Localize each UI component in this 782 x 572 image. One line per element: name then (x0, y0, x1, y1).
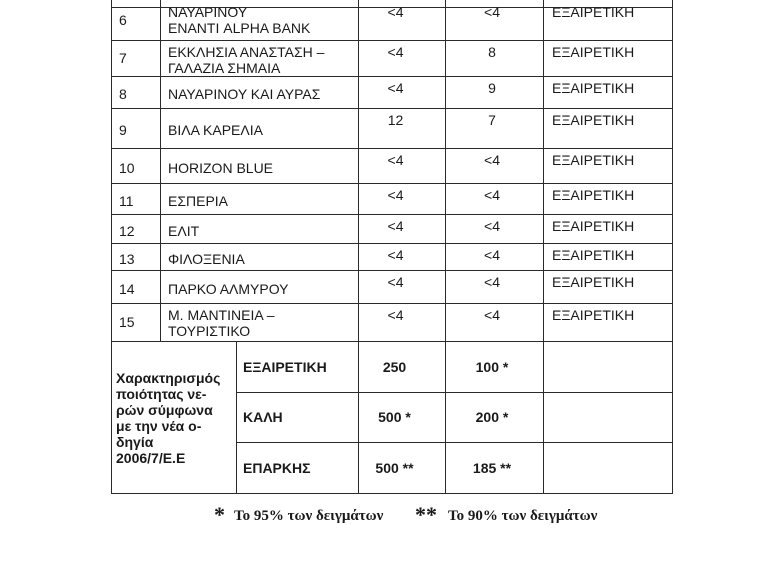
classification-label: με την νέα ο- (116, 418, 202, 434)
row-number: 15 (119, 314, 135, 330)
row-number: 13 (119, 251, 135, 267)
table-rule (111, 341, 673, 342)
quality-rating: ΕΞΑΙΡΕΤΙΚΗ (552, 4, 635, 20)
measurement-2: 9 (488, 80, 496, 96)
location-name: ΠΑΡΚΟ ΑΛΜΥΡΟΥ (168, 281, 289, 297)
location-name: ΝΑΥΑΡΙΝΟΥ ΚΑΙ ΑΥΡΑΣ (168, 86, 321, 102)
table-rule (111, 76, 673, 77)
measurement-1: <4 (387, 218, 404, 234)
classification-label: ρών σύμφωνα (116, 402, 213, 418)
table-rule (543, 0, 544, 493)
quality-rating: ΕΞΑΙΡΕΤΙΚΗ (552, 80, 635, 96)
measurement-1: <4 (387, 187, 404, 203)
table-rule (160, 0, 161, 341)
measurement-2: <4 (484, 274, 500, 290)
measurement-1: <4 (387, 152, 404, 168)
row-number: 14 (119, 281, 135, 297)
measurement-2: 8 (488, 44, 496, 60)
location-name: Μ. ΜΑΝΤΙΝΕΙΑ – (168, 307, 275, 323)
limit-value-1: 500 ** (375, 460, 414, 476)
row-number: 11 (119, 193, 134, 209)
measurement-1: <4 (387, 247, 404, 263)
measurement-2: 7 (488, 112, 496, 128)
table-rule (111, 148, 673, 149)
classification-level: ΕΠΑΡΚΗΣ (243, 460, 311, 476)
quality-rating: ΕΞΑΙΡΕΤΙΚΗ (552, 152, 635, 168)
quality-rating: ΕΞΑΙΡΕΤΙΚΗ (552, 44, 635, 60)
classification-label: Χαρακτηρισμός (116, 370, 221, 386)
table-rule (236, 341, 237, 493)
limit-value-1: 250 (382, 359, 407, 375)
location-name: ΤΟΥΡΙΣΤΙΚΟ (168, 323, 251, 339)
location-name: HORIZON BLUE (168, 160, 274, 176)
location-name: ΓΑΛΑΖΙΑ ΣΗΜΑΙΑ (168, 60, 281, 76)
measurement-1: <4 (387, 80, 404, 96)
measurement-1: <4 (387, 307, 404, 323)
location-name: ΝΑΥΑΡΙΝΟΥ (168, 4, 248, 20)
table-rule (111, 183, 673, 184)
quality-rating: ΕΞΑΙΡΕΤΙΚΗ (552, 274, 635, 290)
table-rule (236, 442, 673, 443)
measurement-2: <4 (484, 152, 500, 168)
classification-level: ΚΑΛΗ (243, 409, 283, 425)
table-rule (111, 493, 673, 494)
table-rule (236, 392, 673, 393)
location-name: ΕΝΑΝΤΙ ALPHA BANK (168, 20, 311, 36)
location-name: ΕΣΠΕΡΙΑ (168, 193, 229, 209)
limit-value-2: 100 * (475, 359, 509, 375)
measurement-1: <4 (387, 274, 404, 290)
limit-value-2: 200 * (475, 409, 509, 425)
quality-rating: ΕΞΑΙΡΕΤΙΚΗ (552, 247, 635, 263)
limit-value-2: 185 ** (472, 460, 512, 476)
measurement-2: <4 (484, 187, 500, 203)
table-rule (111, 108, 673, 109)
quality-rating: ΕΞΑΙΡΕΤΙΚΗ (552, 307, 635, 323)
row-number: 8 (119, 86, 127, 102)
footnote-legend (0, 502, 782, 530)
footnote-text-1: Το 95% των δειγμάτων (234, 508, 384, 524)
measurement-1: 12 (387, 112, 404, 128)
row-number: 7 (119, 50, 127, 66)
location-name: ΕΚΚΛΗΣΙΑ ΑΝΑΣΤΑΣΗ – (168, 44, 325, 60)
classification-label: 2006/7/Ε.Ε (116, 450, 186, 466)
quality-rating: ΕΞΑΙΡΕΤΙΚΗ (552, 187, 635, 203)
quality-rating: ΕΞΑΙΡΕΤΙΚΗ (552, 112, 635, 128)
footnote-star-1: * (214, 502, 225, 527)
limit-value-1: 500 * (378, 409, 411, 425)
measurement-2: <4 (484, 307, 500, 323)
measurement-1: <4 (387, 4, 404, 20)
table-rule (111, 0, 112, 493)
measurement-2: <4 (484, 218, 500, 234)
table-rule (111, 270, 673, 271)
table-rule (111, 303, 673, 304)
classification-level: ΕΞΑΙΡΕΤΙΚΗ (243, 359, 327, 375)
location-name: ΒΙΛΑ ΚΑΡΕΛΙΑ (168, 122, 263, 138)
footnote-star-2: ** (415, 502, 437, 527)
row-number: 10 (119, 160, 135, 176)
location-name: ΕΛΙΤ (168, 223, 200, 239)
row-number: 12 (119, 223, 135, 239)
footnote-text-2: Το 90% των δειγμάτων (448, 508, 598, 524)
quality-rating: ΕΞΑΙΡΕΤΙΚΗ (552, 218, 635, 234)
table-rule (111, 214, 673, 215)
measurement-2: <4 (484, 4, 500, 20)
classification-label: ποιότητας νε- (116, 386, 207, 402)
measurement-1: <4 (387, 44, 404, 60)
row-number: 9 (119, 122, 127, 138)
table-rule (111, 40, 673, 41)
table-rule (111, 243, 673, 244)
table-rule (672, 0, 673, 493)
row-number: 6 (119, 12, 127, 28)
measurement-2: <4 (484, 247, 500, 263)
classification-label: δηγία (116, 434, 154, 450)
location-name: ΦΙΛΟΞΕΝΙΑ (168, 251, 245, 267)
